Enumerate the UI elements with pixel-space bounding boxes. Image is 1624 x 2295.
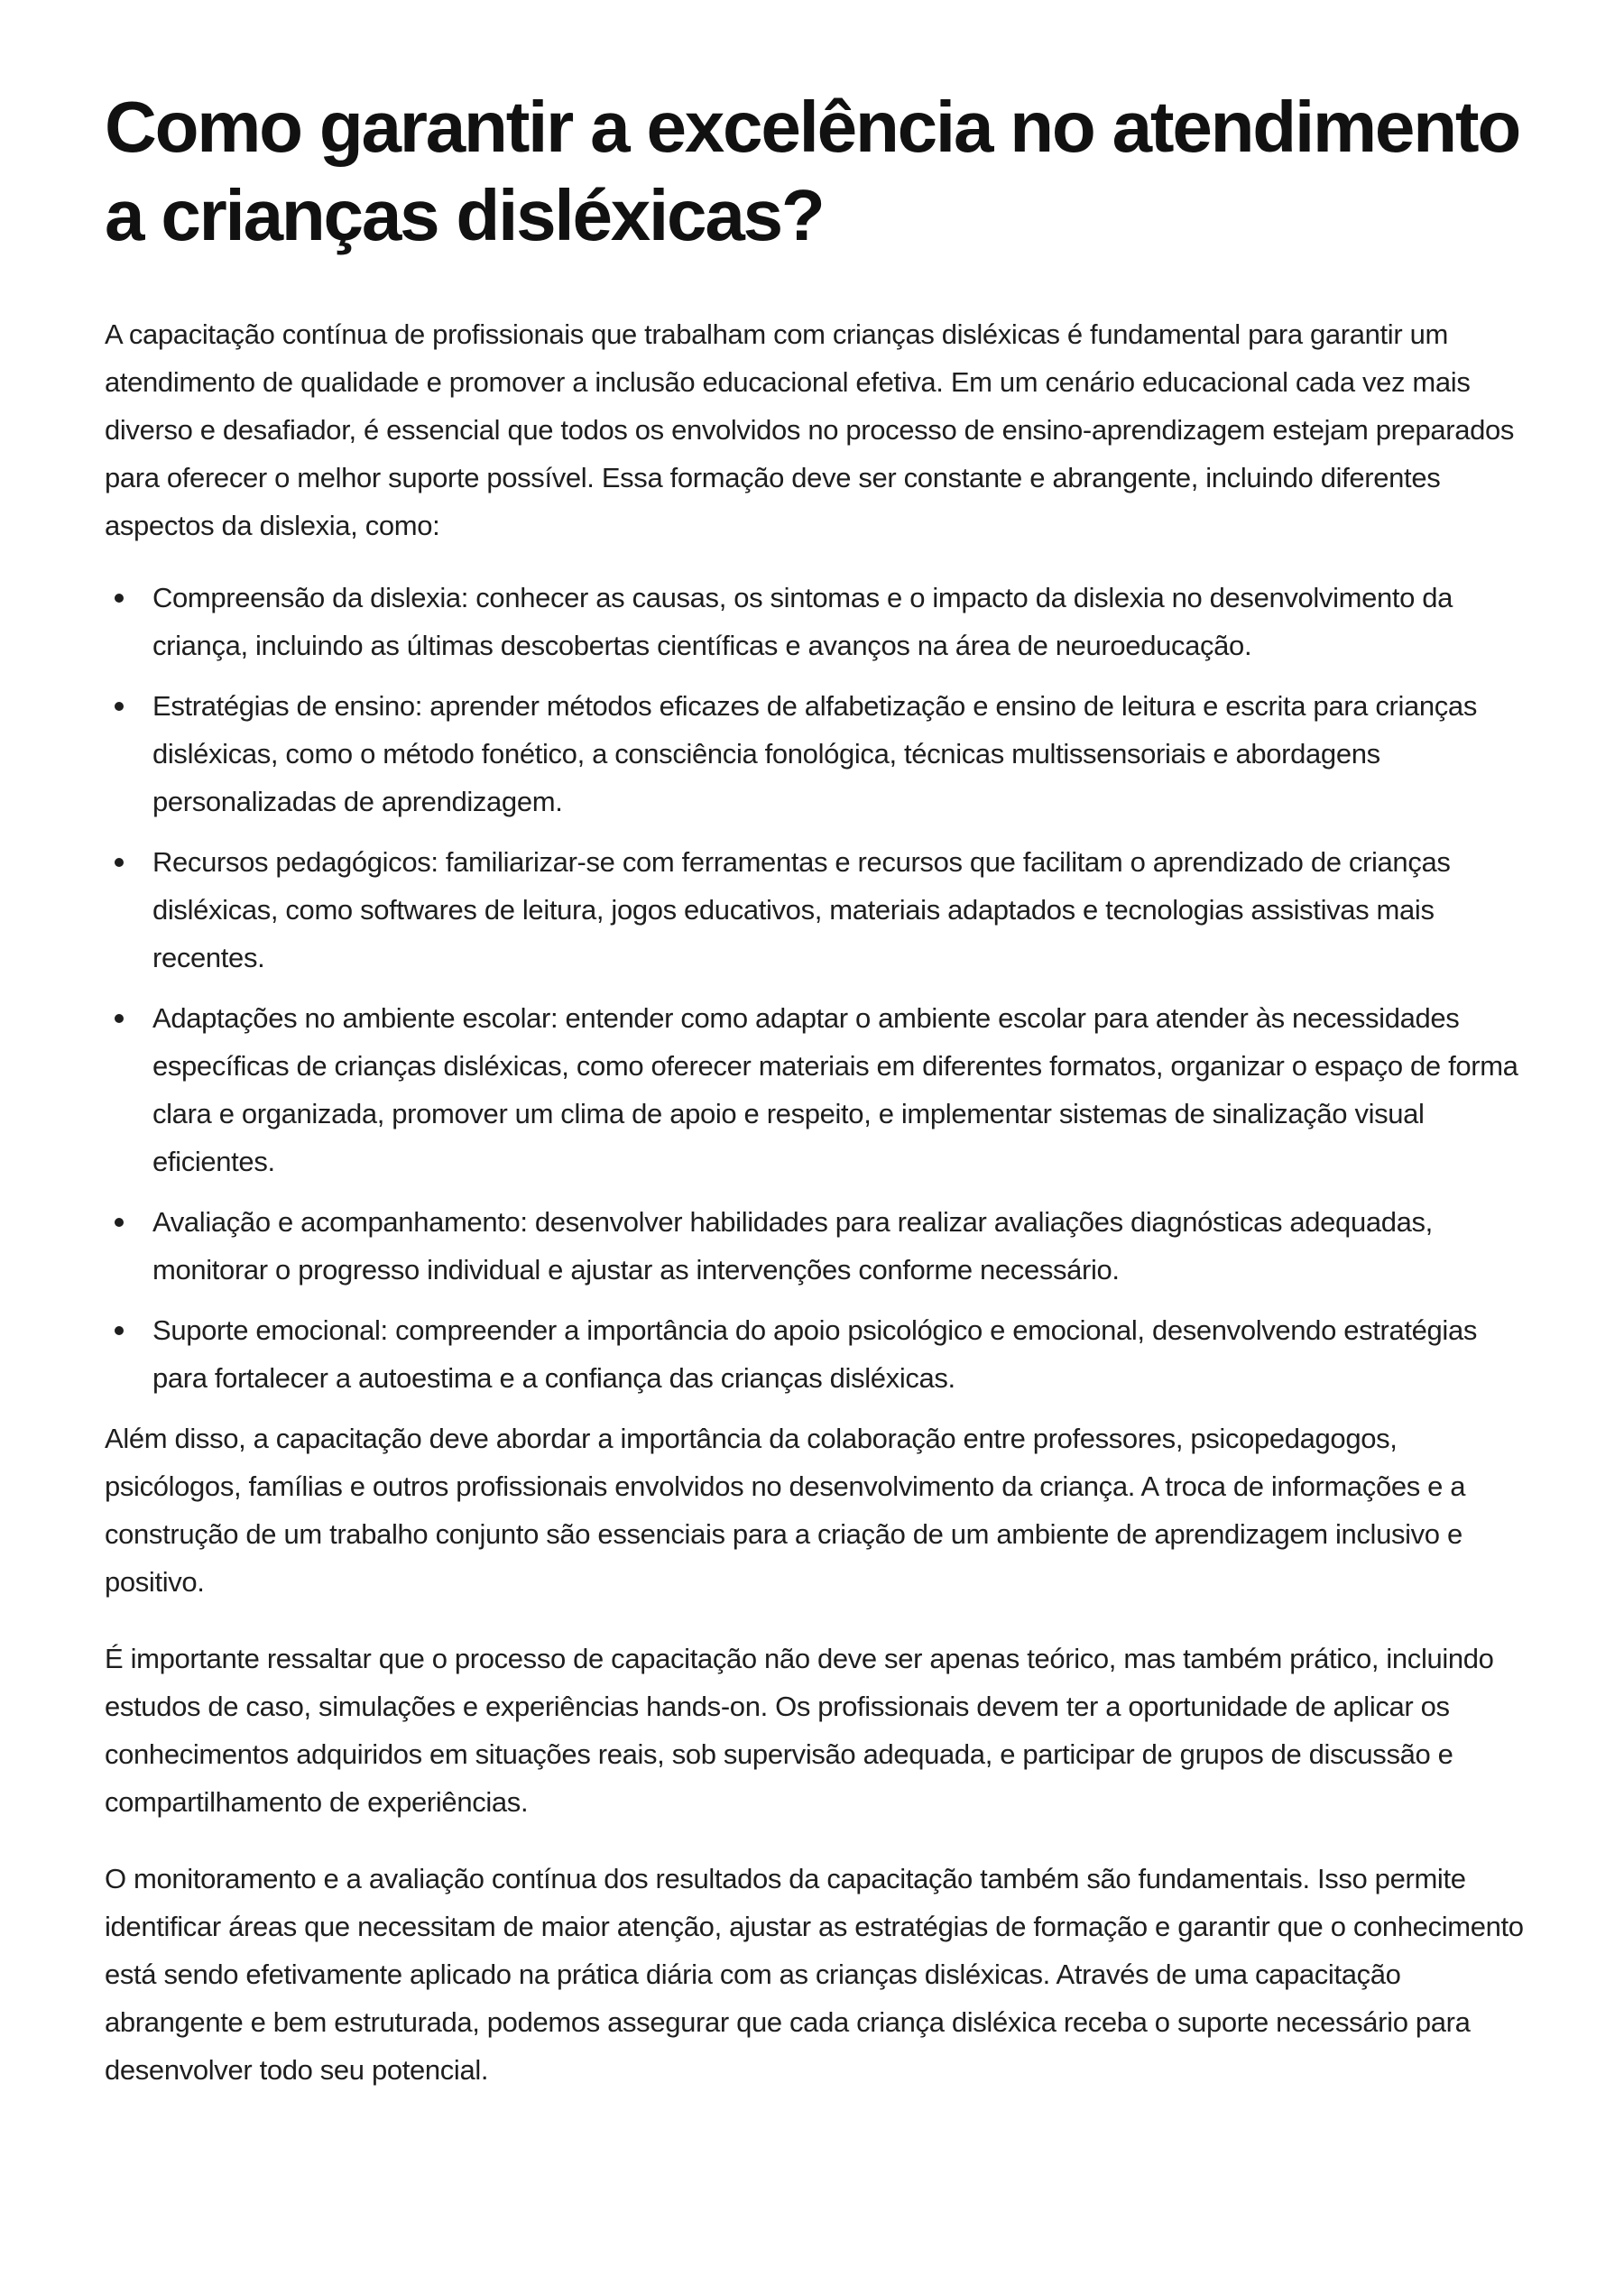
list-item [105, 574, 1530, 669]
list-item-text: Compreensão da dislexia: conhecer as causas, os sintomas e o impacto da dislexia no desenvolvimento da criança, incluindo as últimas descobertas científicas e avanços na área de neuroeducação. [152, 582, 1453, 661]
page-title: Como garantir a excelência no atendimento a crianças disléxicas? [105, 87, 1520, 255]
list-item [105, 682, 1530, 825]
list-item [105, 1198, 1530, 1294]
bullet-icon [115, 594, 124, 603]
list-item-text: Adaptações no ambiente escolar: entender como adaptar o ambiente escolar para atender às necessidades específicas de crianças disléxicas, como oferecer materiais em diferentes formatos, organizar o espaço de forma clara e organizada, promover um clima de apoio e respeito, e implementar sistemas de sinalização visual eficientes. [152, 1002, 1518, 1177]
list-item-text: Avaliação e acompanhamento: desenvolver habilidades para realizar avaliações diagnósticas adequadas, monitorar o progresso individual e ajustar as intervenções conforme necessário. [152, 1206, 1433, 1286]
bullet-icon [115, 702, 124, 711]
list-item-text: Estratégias de ensino: aprender métodos eficazes de alfabetização e ensino de leitura e escrita para crianças disléxicas, como o método fonético, a consciência fonológica, técnicas multissensoriais e abordagens personalizadas de aprendizagem. [152, 690, 1477, 817]
practice-paragraph: É importante ressaltar que o processo de capacitação não deve ser apenas teórico, mas também prático, incluindo estudos de caso, simulações e experiências hands-on. Os profissionais devem ter a oportunidade de aplicar os conhecimentos adquiridos em situações reais, sob supervisão adequada, e participar de grupos de discussão e compartilhamento de experiências. [105, 1643, 1494, 1818]
list-item [105, 1306, 1530, 1402]
bullet-icon [115, 1326, 124, 1335]
list-item-text: Suporte emocional: compreender a importância do apoio psicológico e emocional, desenvolvendo estratégias para fortalecer a autoestima e a confiança das crianças disléxicas. [152, 1314, 1478, 1394]
list-item [105, 994, 1530, 1185]
topics-list [105, 574, 1530, 1402]
bullet-icon [115, 858, 124, 867]
bullet-icon [115, 1014, 124, 1023]
intro-paragraph: A capacitação contínua de profissionais que trabalham com crianças disléxicas é fundamental para garantir um atendimento de qualidade e promover a inclusão educacional efetiva. Em um cenário educacional cada vez mais diverso e desafiador, é essencial que todos os envolvidos no processo de ensino-aprendizagem estejam preparados para oferecer o melhor suporte possível. Essa formação deve ser constante e abrangente, incluindo diferentes aspectos da dislexia, como: [105, 318, 1515, 541]
list-item-text: Recursos pedagógicos: familiarizar-se com ferramentas e recursos que facilitam o aprendizado de crianças disléxicas, como softwares de leitura, jogos educativos, materiais adaptados e tecnologias assistivas mais recentes. [152, 846, 1451, 973]
collaboration-paragraph: Além disso, a capacitação deve abordar a importância da colaboração entre professores, psicopedagogos, psicólogos, famílias e outros profissionais envolvidos no desenvolvimento da criança. A troca de informações e a construção de um trabalho conjunto são essenciais para a criação de um ambiente de aprendizagem inclusivo e positivo. [105, 1423, 1466, 1598]
monitoring-paragraph: O monitoramento e a avaliação contínua dos resultados da capacitação também são fundamentais. Isso permite identificar áreas que necessitam de maior atenção, ajustar as estratégias de formação e garantir que o conhecimento está sendo efetivamente aplicado na prática diária com as crianças disléxicas. Através de uma capacitação abrangente e bem estruturada, podemos assegurar que cada criança disléxica receba o suporte necessário para desenvolver todo seu potencial. [105, 1863, 1524, 2086]
document-page [105, 83, 1530, 2094]
list-item [105, 838, 1530, 982]
bullet-icon [115, 1218, 124, 1227]
